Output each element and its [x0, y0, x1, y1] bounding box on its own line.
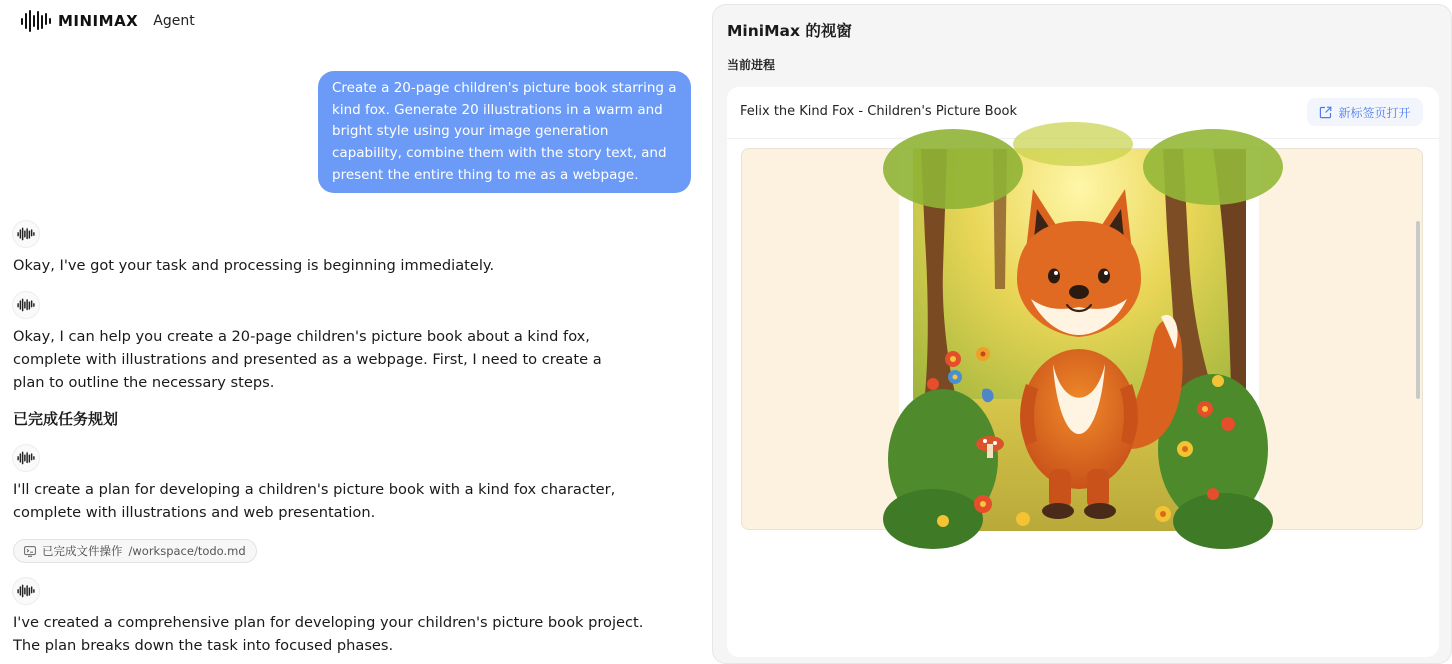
assistant-avatar — [12, 577, 40, 605]
agent-window-panel — [712, 4, 1452, 664]
product-label: Agent — [153, 13, 195, 29]
assistant-message: Okay, I've got your task and processing is beginning immediately. — [13, 257, 495, 274]
waveform-logo-icon — [20, 9, 52, 33]
assistant-message: I'll create a plan for developing a children's picture book with a kind fox character, complete with illustrations and web presentation. — [13, 481, 616, 521]
file-operation-label: 已完成文件操作 — [42, 544, 123, 558]
assistant-avatar — [12, 444, 40, 472]
file-operation-path: /workspace/todo.md — [128, 544, 246, 558]
browser-viewer — [727, 87, 1439, 657]
open-in-new-tab-button[interactable] — [1307, 98, 1423, 126]
page-title: Felix the Kind Fox - Children's Picture Book — [740, 104, 1018, 119]
brand-name: MINIMAX — [58, 12, 139, 30]
assistant-message: I've created a comprehensive plan for developing your children's picture book project. The plan breaks down the task into focused phases. — [13, 614, 644, 654]
external-link-icon — [1319, 106, 1332, 119]
user-message-bubble — [318, 71, 691, 193]
preview-scrollbar[interactable] — [1416, 221, 1420, 399]
waveform-avatar-icon — [17, 451, 35, 465]
chat-pane — [0, 0, 712, 654]
fox-illustration — [913, 149, 1246, 531]
waveform-avatar-icon — [17, 584, 35, 598]
assistant-avatar — [12, 291, 40, 319]
plan-status-heading: 已完成任务规划 — [13, 410, 119, 428]
terminal-file-icon — [24, 546, 36, 557]
book-preview-frame[interactable] — [741, 148, 1423, 530]
assistant-avatar — [12, 220, 40, 248]
open-in-new-tab-label: 新标签页打开 — [1338, 105, 1411, 120]
file-operation-chip[interactable] — [13, 539, 257, 563]
brand[interactable] — [20, 8, 195, 34]
window-title: MiniMax 的视窗 — [727, 22, 852, 40]
user-message-text: Create a 20-page children's picture book starring a kind fox. Generate 20 illustrations in a warm and bright style using your image generation capability, combine them with the story text, and present the entire thing to me as a webpage. — [332, 80, 677, 183]
assistant-message: Okay, I can help you create a 20-page children's picture book about a kind fox, complete with illustrations and presented as a webpage. First, I need to create a plan to outline the necessary steps. — [13, 328, 602, 391]
current-process-label: 当前进程 — [727, 58, 776, 72]
waveform-avatar-icon — [17, 298, 35, 312]
waveform-avatar-icon — [17, 227, 35, 241]
